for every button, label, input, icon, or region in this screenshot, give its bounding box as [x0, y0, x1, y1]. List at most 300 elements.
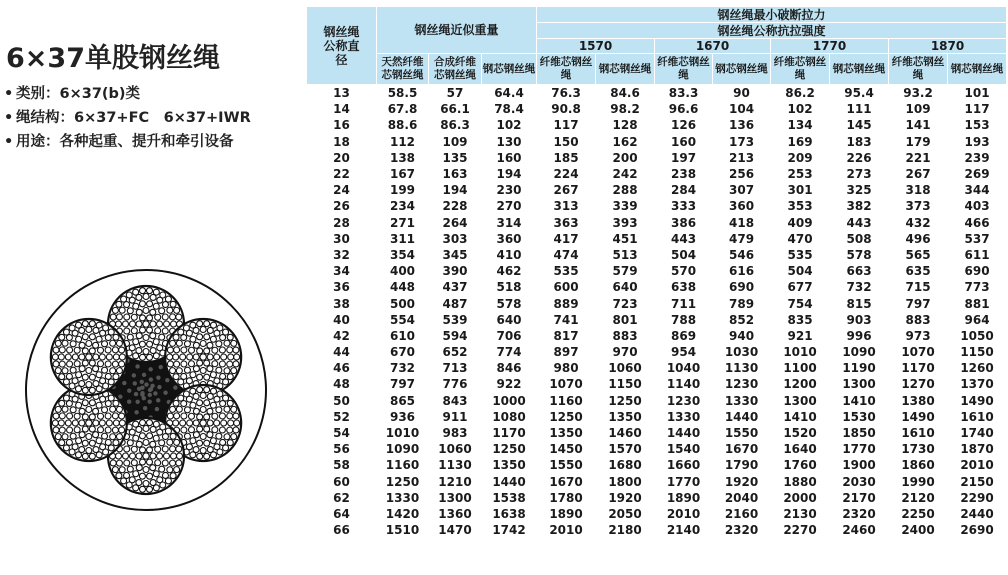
- header-grade-1670: 1670: [655, 39, 771, 54]
- value-cell: 690: [729, 280, 755, 295]
- value-cell: 535: [553, 264, 579, 279]
- value-cell: 546: [729, 247, 755, 262]
- value-cell: 1250: [492, 442, 526, 457]
- value-cell: 883: [905, 312, 931, 327]
- page-title: 6×37单股钢丝绳: [6, 43, 220, 74]
- value-cell: 160: [671, 134, 697, 149]
- value-cell: 565: [905, 247, 931, 262]
- value-cell: 193: [964, 134, 990, 149]
- value-cell: 903: [846, 312, 872, 327]
- value-cell: 1780: [549, 490, 583, 505]
- value-cell: 554: [389, 312, 416, 327]
- value-cell: 996: [846, 328, 872, 343]
- table-row: [307, 376, 1007, 392]
- value-cell: 333: [671, 199, 697, 214]
- value-cell: 179: [905, 134, 931, 149]
- spec-table-body: [307, 85, 1007, 539]
- header-force-group: 钢丝绳最小破断拉力: [537, 7, 1007, 23]
- header-weight-steel-core: 钢芯钢丝绳: [482, 54, 537, 85]
- table-row: [307, 457, 1007, 473]
- value-cell: 711: [671, 296, 697, 311]
- value-cell: 789: [729, 296, 755, 311]
- spec-table: [306, 6, 1007, 538]
- diameter-cell: 62: [333, 490, 350, 505]
- header-weight-natural-fiber-core: 天然纤维芯钢丝绳: [377, 54, 429, 85]
- value-cell: 670: [389, 345, 416, 360]
- value-cell: 386: [671, 215, 697, 230]
- value-cell: 1300: [438, 490, 472, 505]
- value-cell: 111: [846, 102, 872, 117]
- value-cell: 2140: [666, 523, 701, 538]
- header-force-fiber-core: 纤维芯钢丝绳: [771, 54, 830, 85]
- value-cell: 1010: [783, 345, 817, 360]
- value-cell: 1200: [783, 377, 817, 392]
- value-cell: 1360: [438, 506, 472, 521]
- value-cell: 610: [389, 328, 416, 343]
- value-cell: 2160: [724, 506, 759, 521]
- value-cell: 2400: [901, 523, 935, 538]
- value-cell: 194: [496, 167, 522, 182]
- value-cell: 345: [442, 247, 468, 262]
- value-cell: 271: [389, 215, 416, 230]
- value-cell: 1730: [901, 442, 935, 457]
- table-row: [307, 279, 1007, 295]
- value-cell: 102: [787, 102, 813, 117]
- wire-rope-cross-section-image: [22, 266, 270, 514]
- table-row: [307, 215, 1007, 231]
- value-cell: 2050: [608, 506, 642, 521]
- value-cell: 221: [905, 150, 931, 165]
- header-grade-1570: 1570: [537, 39, 655, 54]
- value-cell: 883: [612, 328, 638, 343]
- value-cell: 1610: [901, 426, 935, 441]
- header-force-fiber-core: 纤维芯钢丝绳: [655, 54, 713, 85]
- diameter-cell: 60: [333, 474, 350, 489]
- value-cell: 360: [496, 231, 522, 246]
- value-cell: 1330: [724, 393, 759, 408]
- value-cell: 354: [389, 247, 416, 262]
- value-cell: 318: [905, 183, 931, 198]
- value-cell: 474: [553, 247, 579, 262]
- value-cell: 162: [612, 134, 638, 149]
- value-cell: 344: [964, 183, 990, 198]
- value-cell: 539: [442, 312, 468, 327]
- diameter-cell: 50: [333, 393, 350, 408]
- info-value: 各种起重、提升和牵引设备: [59, 134, 234, 150]
- value-cell: 325: [846, 183, 872, 198]
- value-cell: 638: [671, 280, 697, 295]
- value-cell: 513: [612, 247, 638, 262]
- value-cell: 117: [553, 118, 579, 133]
- value-cell: 487: [442, 296, 468, 311]
- table-row: [307, 360, 1007, 376]
- value-cell: 1040: [666, 361, 701, 376]
- header-grade-1770: 1770: [771, 39, 889, 54]
- value-cell: 1170: [492, 426, 526, 441]
- value-cell: 432: [905, 215, 931, 230]
- value-cell: 1010: [385, 426, 420, 441]
- table-row: [307, 409, 1007, 425]
- value-cell: 83.3: [668, 86, 699, 101]
- value-cell: 194: [442, 183, 468, 198]
- value-cell: 741: [553, 312, 579, 327]
- value-cell: 1070: [901, 345, 935, 360]
- value-cell: 150: [553, 134, 579, 149]
- value-cell: 578: [496, 296, 522, 311]
- value-cell: 314: [496, 215, 522, 230]
- value-cell: 663: [846, 264, 872, 279]
- value-cell: 90: [733, 86, 750, 101]
- value-cell: 303: [442, 231, 468, 246]
- value-cell: 1160: [385, 458, 420, 473]
- value-cell: 954: [671, 345, 697, 360]
- value-cell: 400: [389, 264, 416, 279]
- value-cell: 409: [787, 215, 813, 230]
- value-cell: 135: [442, 150, 468, 165]
- value-cell: 940: [729, 328, 755, 343]
- value-cell: 1000: [492, 393, 526, 408]
- value-cell: 269: [964, 167, 990, 182]
- header-weight-group: 钢丝绳近似重量: [377, 7, 537, 54]
- value-cell: 224: [553, 167, 579, 182]
- value-cell: 197: [671, 150, 697, 165]
- table-row: [307, 263, 1007, 279]
- value-cell: 264: [442, 215, 468, 230]
- table-row: [307, 231, 1007, 247]
- info-item-structure: • 绳结构：6×37+FC 6×37+IWR: [4, 110, 251, 126]
- value-cell: 1130: [438, 458, 472, 473]
- value-cell: 1490: [901, 409, 935, 424]
- table-row: [307, 393, 1007, 409]
- value-cell: 1740: [960, 426, 994, 441]
- value-cell: 911: [442, 409, 468, 424]
- value-cell: 1130: [724, 361, 759, 376]
- value-cell: 199: [389, 183, 416, 198]
- value-cell: 169: [787, 134, 813, 149]
- value-cell: 1990: [901, 474, 935, 489]
- value-cell: 228: [442, 199, 468, 214]
- table-row: [307, 328, 1007, 344]
- value-cell: 284: [671, 183, 697, 198]
- value-cell: 2170: [842, 490, 876, 505]
- value-cell: 797: [389, 377, 416, 392]
- value-cell: 594: [442, 328, 468, 343]
- diameter-cell: 66: [333, 523, 350, 538]
- value-cell: 706: [496, 328, 522, 343]
- value-cell: 138: [389, 150, 416, 165]
- value-cell: 732: [389, 361, 416, 376]
- value-cell: 640: [496, 312, 522, 327]
- value-cell: 2040: [724, 490, 759, 505]
- value-cell: 167: [389, 167, 416, 182]
- value-cell: 209: [787, 150, 813, 165]
- value-cell: 2180: [608, 523, 642, 538]
- value-cell: 153: [964, 118, 990, 133]
- value-cell: 788: [671, 312, 697, 327]
- value-cell: 1090: [385, 442, 420, 457]
- value-cell: 1250: [385, 474, 420, 489]
- value-cell: 112: [389, 134, 416, 149]
- value-cell: 128: [612, 118, 638, 133]
- value-cell: 1760: [783, 458, 817, 473]
- value-cell: 90.8: [551, 102, 581, 117]
- value-cell: 1090: [842, 345, 876, 360]
- diameter-cell: 36: [333, 280, 350, 295]
- value-cell: 1850: [842, 426, 876, 441]
- value-cell: 2320: [724, 523, 759, 538]
- value-cell: 86.3: [440, 118, 470, 133]
- value-cell: 1300: [783, 393, 817, 408]
- value-cell: 1880: [783, 474, 817, 489]
- diameter-cell: 34: [333, 264, 350, 279]
- value-cell: 1300: [842, 377, 876, 392]
- value-cell: 145: [846, 118, 872, 133]
- value-cell: 1230: [666, 393, 701, 408]
- diameter-cell: 48: [333, 377, 350, 392]
- table-row: [307, 198, 1007, 214]
- value-cell: 160: [496, 150, 522, 165]
- value-cell: 1250: [608, 393, 642, 408]
- diameter-cell: 56: [333, 442, 350, 457]
- value-cell: 754: [787, 296, 813, 311]
- diameter-cell: 13: [333, 86, 350, 101]
- table-row: [307, 425, 1007, 441]
- value-cell: 353: [787, 199, 813, 214]
- header-strength-group: 钢丝绳公称抗拉强度: [537, 23, 1007, 39]
- value-cell: 713: [442, 361, 468, 376]
- value-cell: 1440: [492, 474, 526, 489]
- value-cell: 311: [389, 231, 416, 246]
- value-cell: 2030: [842, 474, 876, 489]
- value-cell: 1900: [842, 458, 876, 473]
- value-cell: 774: [496, 345, 522, 360]
- value-cell: 1540: [666, 442, 701, 457]
- value-cell: 1670: [724, 442, 759, 457]
- value-cell: 1210: [438, 474, 472, 489]
- value-cell: 640: [612, 280, 638, 295]
- value-cell: 136: [729, 118, 755, 133]
- value-cell: 382: [846, 199, 872, 214]
- value-cell: 797: [905, 296, 931, 311]
- header-force-steel-core: 钢芯钢丝绳: [830, 54, 889, 85]
- value-cell: 2010: [666, 506, 701, 521]
- diameter-cell: 14: [333, 102, 350, 117]
- value-cell: 2320: [842, 506, 876, 521]
- value-cell: 1170: [901, 361, 935, 376]
- value-cell: 1260: [960, 361, 994, 376]
- info-label: 绳结构：: [16, 110, 74, 126]
- value-cell: 239: [964, 150, 990, 165]
- value-cell: 1680: [608, 458, 642, 473]
- value-cell: 1410: [842, 393, 876, 408]
- value-cell: 983: [442, 426, 468, 441]
- value-cell: 173: [729, 134, 755, 149]
- value-cell: 1190: [842, 361, 876, 376]
- value-cell: 451: [612, 231, 638, 246]
- diameter-cell: 54: [333, 426, 350, 441]
- value-cell: 616: [729, 264, 755, 279]
- value-cell: 970: [612, 345, 638, 360]
- value-cell: 635: [905, 264, 931, 279]
- value-cell: 88.6: [387, 118, 418, 133]
- header-grade-1870: 1870: [889, 39, 1007, 54]
- value-cell: 1250: [549, 409, 583, 424]
- value-cell: 130: [496, 134, 522, 149]
- value-cell: 313: [553, 199, 579, 214]
- value-cell: 1330: [385, 490, 420, 505]
- diameter-cell: 18: [333, 134, 350, 149]
- value-cell: 213: [729, 150, 755, 165]
- info-item-usage: • 用途：各种起重、提升和牵引设备: [4, 134, 234, 150]
- value-cell: 1140: [666, 377, 701, 392]
- table-row: [307, 474, 1007, 490]
- value-cell: 2690: [960, 523, 994, 538]
- value-cell: 518: [496, 280, 522, 295]
- value-cell: 267: [553, 183, 579, 198]
- value-cell: 852: [729, 312, 755, 327]
- value-cell: 535: [787, 247, 813, 262]
- info-label: 类别：: [16, 86, 60, 102]
- value-cell: 1670: [549, 474, 583, 489]
- value-cell: 58.5: [387, 86, 418, 101]
- table-row: [307, 522, 1007, 538]
- diameter-cell: 30: [333, 231, 350, 246]
- value-cell: 141: [905, 118, 931, 133]
- value-cell: 1350: [492, 458, 526, 473]
- value-cell: 1030: [724, 345, 759, 360]
- value-cell: 76.3: [551, 86, 581, 101]
- table-row: [307, 101, 1007, 117]
- value-cell: 500: [389, 296, 416, 311]
- value-cell: 773: [964, 280, 990, 295]
- value-cell: 226: [846, 150, 872, 165]
- value-cell: 652: [442, 345, 468, 360]
- value-cell: 301: [787, 183, 813, 198]
- value-cell: 1870: [960, 442, 994, 457]
- header-force-fiber-core: 纤维芯钢丝绳: [889, 54, 948, 85]
- value-cell: 1770: [842, 442, 876, 457]
- value-cell: 1160: [549, 393, 583, 408]
- value-cell: 964: [964, 312, 990, 327]
- value-cell: 1610: [960, 409, 994, 424]
- value-cell: 1060: [438, 442, 472, 457]
- value-cell: 390: [442, 264, 468, 279]
- header-force-steel-core: 钢芯钢丝绳: [713, 54, 771, 85]
- value-cell: 393: [612, 215, 638, 230]
- value-cell: 1380: [901, 393, 935, 408]
- value-cell: 537: [964, 231, 990, 246]
- value-cell: 1070: [549, 377, 583, 392]
- value-cell: 242: [612, 167, 638, 182]
- table-row: [307, 312, 1007, 328]
- value-cell: 307: [729, 183, 755, 198]
- value-cell: 101: [964, 86, 990, 101]
- diameter-cell: 32: [333, 247, 350, 262]
- value-cell: 1440: [666, 426, 701, 441]
- value-cell: 776: [442, 377, 468, 392]
- table-row: [307, 506, 1007, 522]
- diameter-cell: 64: [333, 506, 350, 521]
- value-cell: 2440: [960, 506, 994, 521]
- value-cell: 185: [553, 150, 579, 165]
- table-row: [307, 117, 1007, 133]
- diameter-cell: 16: [333, 118, 350, 133]
- value-cell: 1420: [385, 506, 420, 521]
- diameter-cell: 52: [333, 409, 350, 424]
- value-cell: 1570: [608, 442, 642, 457]
- value-cell: 1538: [492, 490, 526, 505]
- value-cell: 690: [964, 264, 990, 279]
- value-cell: 200: [612, 150, 638, 165]
- value-cell: 183: [846, 134, 872, 149]
- value-cell: 339: [612, 199, 638, 214]
- value-cell: 2150: [960, 474, 994, 489]
- value-cell: 2010: [549, 523, 583, 538]
- value-cell: 1770: [666, 474, 701, 489]
- diameter-cell: 24: [333, 183, 350, 198]
- diameter-cell: 46: [333, 361, 350, 376]
- value-cell: 78.4: [494, 102, 524, 117]
- value-cell: 443: [846, 215, 872, 230]
- value-cell: 1350: [608, 409, 642, 424]
- value-cell: 1550: [724, 426, 759, 441]
- value-cell: 1060: [608, 361, 642, 376]
- diameter-cell: 42: [333, 328, 350, 343]
- value-cell: 578: [846, 247, 872, 262]
- value-cell: 1270: [901, 377, 935, 392]
- value-cell: 126: [671, 118, 697, 133]
- value-cell: 163: [442, 167, 468, 182]
- value-cell: 418: [729, 215, 755, 230]
- value-cell: 1230: [724, 377, 759, 392]
- value-cell: 437: [442, 280, 468, 295]
- value-cell: 238: [671, 167, 697, 182]
- value-cell: 109: [442, 134, 468, 149]
- diameter-cell: 38: [333, 296, 350, 311]
- value-cell: 936: [389, 409, 416, 424]
- value-cell: 98.2: [610, 102, 640, 117]
- value-cell: 109: [905, 102, 931, 117]
- info-item-category: • 类别：6×37(b)类: [4, 86, 141, 102]
- value-cell: 865: [389, 393, 416, 408]
- value-cell: 1370: [960, 377, 994, 392]
- value-cell: 508: [846, 231, 872, 246]
- value-cell: 869: [671, 328, 697, 343]
- value-cell: 1520: [783, 426, 817, 441]
- value-cell: 2270: [783, 523, 817, 538]
- table-row: [307, 134, 1007, 150]
- diameter-cell: 28: [333, 215, 350, 230]
- value-cell: 117: [964, 102, 990, 117]
- value-cell: 1490: [960, 393, 994, 408]
- value-cell: 1790: [724, 458, 759, 473]
- value-cell: 373: [905, 199, 931, 214]
- table-row: [307, 150, 1007, 166]
- value-cell: 715: [905, 280, 931, 295]
- value-cell: 230: [496, 183, 522, 198]
- value-cell: 2250: [901, 506, 935, 521]
- value-cell: 363: [553, 215, 579, 230]
- spec-table-container: [306, 6, 1006, 538]
- header-force-steel-core: 钢芯钢丝绳: [948, 54, 1007, 85]
- value-cell: 86.2: [785, 86, 815, 101]
- info-value: 6×37+FC 6×37+IWR: [74, 110, 251, 126]
- table-row: [307, 85, 1007, 102]
- value-cell: 846: [496, 361, 522, 376]
- info-value: 6×37(b)类: [59, 86, 141, 102]
- value-cell: 1550: [549, 458, 583, 473]
- value-cell: 2010: [960, 458, 994, 473]
